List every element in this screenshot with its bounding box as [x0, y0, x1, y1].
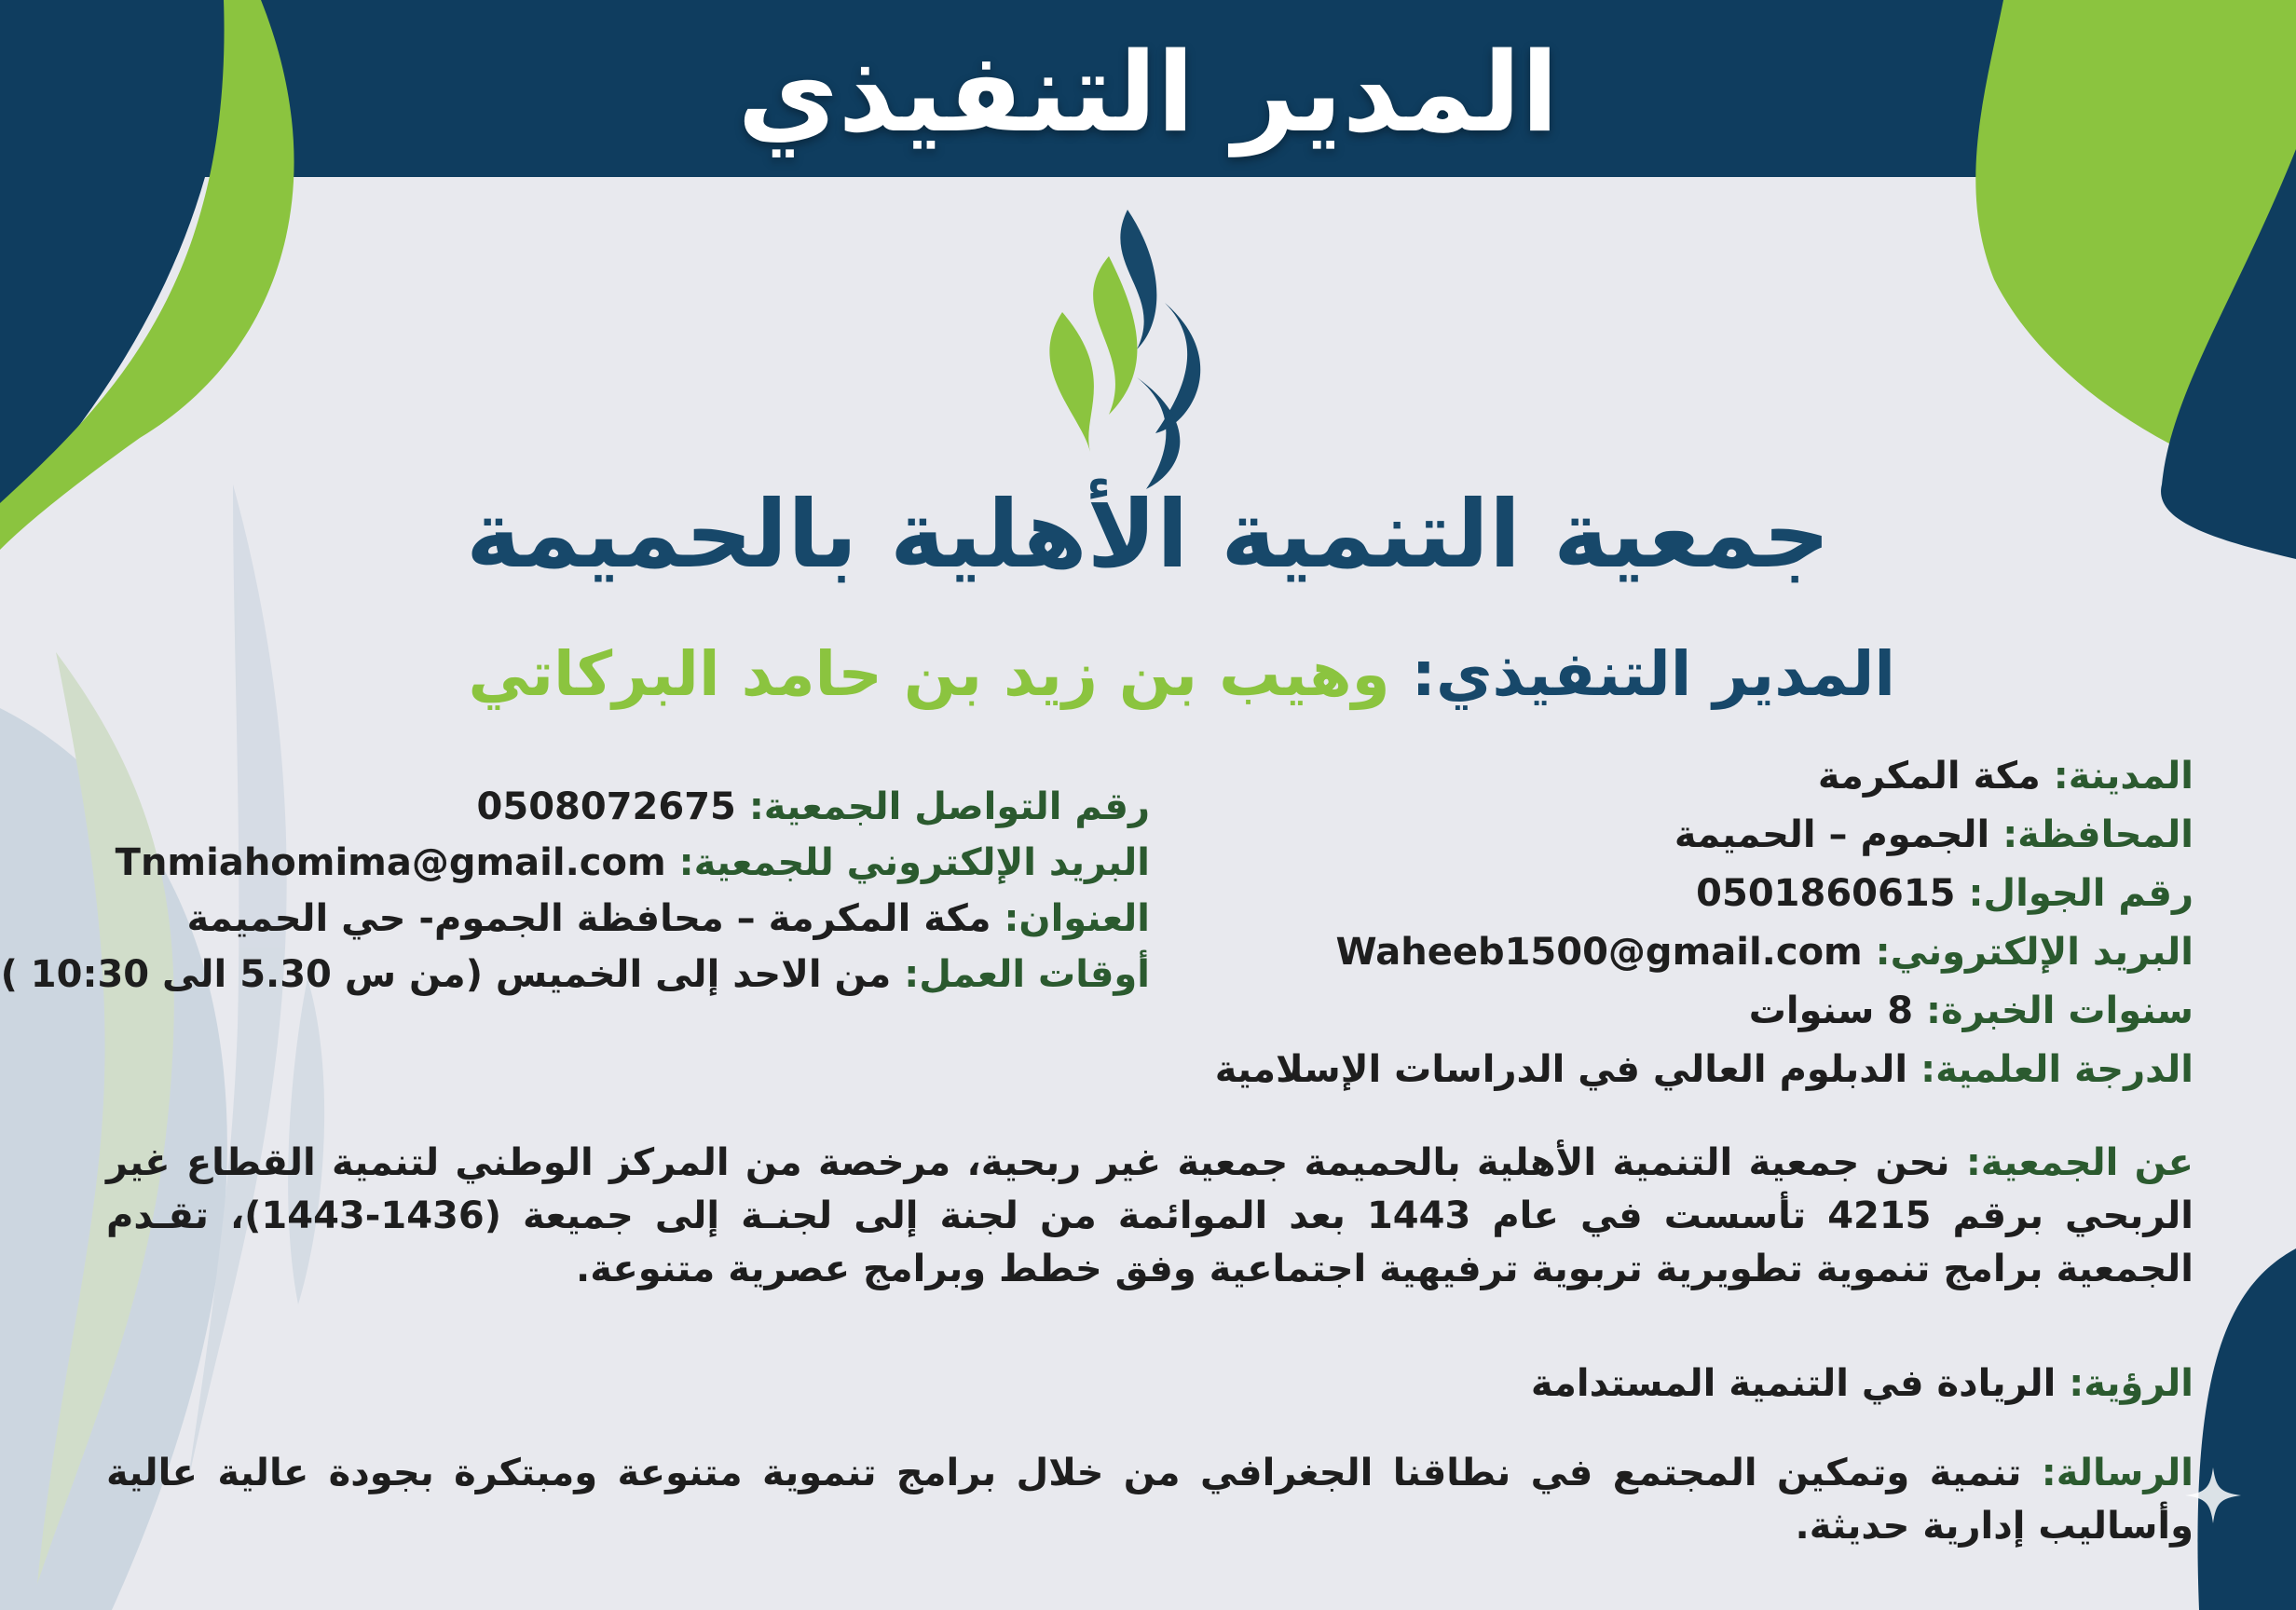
- vision-label: الرؤية:: [2069, 1362, 2194, 1405]
- about-text: نحن جمعية التنمية الأهلية بالحميمة جمعية غير ربحية، مرخصة من المركز الوطني لتنمية القطاع غير الربحي برقم 4215 تأسست في عام 1443 بعد الموائمة من لجنة إلى لجنـة إلى جميعة (1436-1443)، تقـدم الجمعية برامج تنموية تطويرية تربوية ترفيهية اجتماعية وفق خطط وبرامج عصرية متنوعة.: [106, 1141, 2194, 1290]
- director-label: المدير التنفيذي:: [1411, 638, 1895, 710]
- info-label: المدينة:: [2053, 755, 2194, 798]
- info-row-city: [1215, 747, 2194, 806]
- vision-paragraph: [106, 1358, 2194, 1411]
- info-value: الدبلوم العالي في الدراسات الإسلامية: [1214, 1048, 1908, 1091]
- assoc-value: Tnmiahomima@gmail.com: [115, 841, 666, 884]
- info-row-degree: [1215, 1041, 2194, 1099]
- vision-text: الريادة في التنمية المستدامة: [1530, 1362, 2057, 1405]
- sparkle-icon: [2185, 1467, 2241, 1523]
- mission-label: الرسالة:: [2041, 1452, 2194, 1494]
- info-value: 8 سنوات: [1748, 989, 1914, 1032]
- info-value: الجموم – الحميمة: [1674, 813, 1990, 856]
- left-watermark: [0, 484, 324, 1610]
- info-label: الدرجة العلمية:: [1920, 1048, 2194, 1091]
- association-info: [1, 779, 1150, 1003]
- about-label: عن الجمعية:: [1965, 1141, 2194, 1184]
- personal-info: [1215, 747, 2194, 1099]
- assoc-row-phone: [1, 779, 1150, 835]
- info-label: المحافظة:: [2002, 813, 2194, 856]
- info-label: سنوات الخبرة:: [1926, 989, 2194, 1032]
- assoc-label: رقم التواصل الجمعية:: [748, 785, 1150, 828]
- assoc-row-email: [1, 835, 1150, 891]
- bottom-right-navy-wave: [2197, 1248, 2296, 1610]
- assoc-row-address: [1, 891, 1150, 947]
- info-value: 0501860615: [1696, 872, 1956, 915]
- assoc-label: البريد الإلكتروني للجمعية:: [678, 841, 1150, 884]
- info-row-mobile: [1215, 865, 2194, 923]
- mission-paragraph: [106, 1447, 2194, 1553]
- mission-text: تنمية وتمكين المجتمع في نطاقنا الجغرافي من خلال برامج تنموية متنوعة ومبتكرة بجودة عالية عالية وأساليب إدارية حديثة.: [106, 1452, 2194, 1548]
- assoc-value: 0508072675: [476, 785, 736, 828]
- info-value: Waheeb1500@gmail.com: [1335, 931, 1863, 974]
- info-label: رقم الجوال:: [1968, 872, 2194, 915]
- director-name: وهيب بن زيد بن حامد البركاتي: [468, 638, 1390, 710]
- assoc-label: أوقات العمل:: [904, 953, 1150, 996]
- assoc-row-hours: [1, 947, 1150, 1003]
- page-title: المدير التنفيذي: [737, 28, 1559, 157]
- assoc-value: من الاحد إلى الخميس (من س 5.30 الى 10:30 ): [0, 953, 892, 996]
- organization-name: جمعية التنمية الأهلية بالحميمة: [465, 480, 1831, 589]
- about-paragraph: [106, 1137, 2194, 1296]
- info-value: مكة المكرمة: [1817, 755, 2041, 798]
- assoc-value: مكة المكرمة – محافظة الجموم- حي الحميمة: [186, 897, 991, 940]
- assoc-label: العنوان:: [1004, 897, 1150, 940]
- info-row-governorate: [1215, 806, 2194, 865]
- info-row-experience: [1215, 982, 2194, 1041]
- info-label: البريد الإلكتروني:: [1875, 931, 2194, 974]
- organization-logo: [1025, 210, 1239, 489]
- info-row-email: [1215, 923, 2194, 982]
- director-line: [468, 638, 1895, 710]
